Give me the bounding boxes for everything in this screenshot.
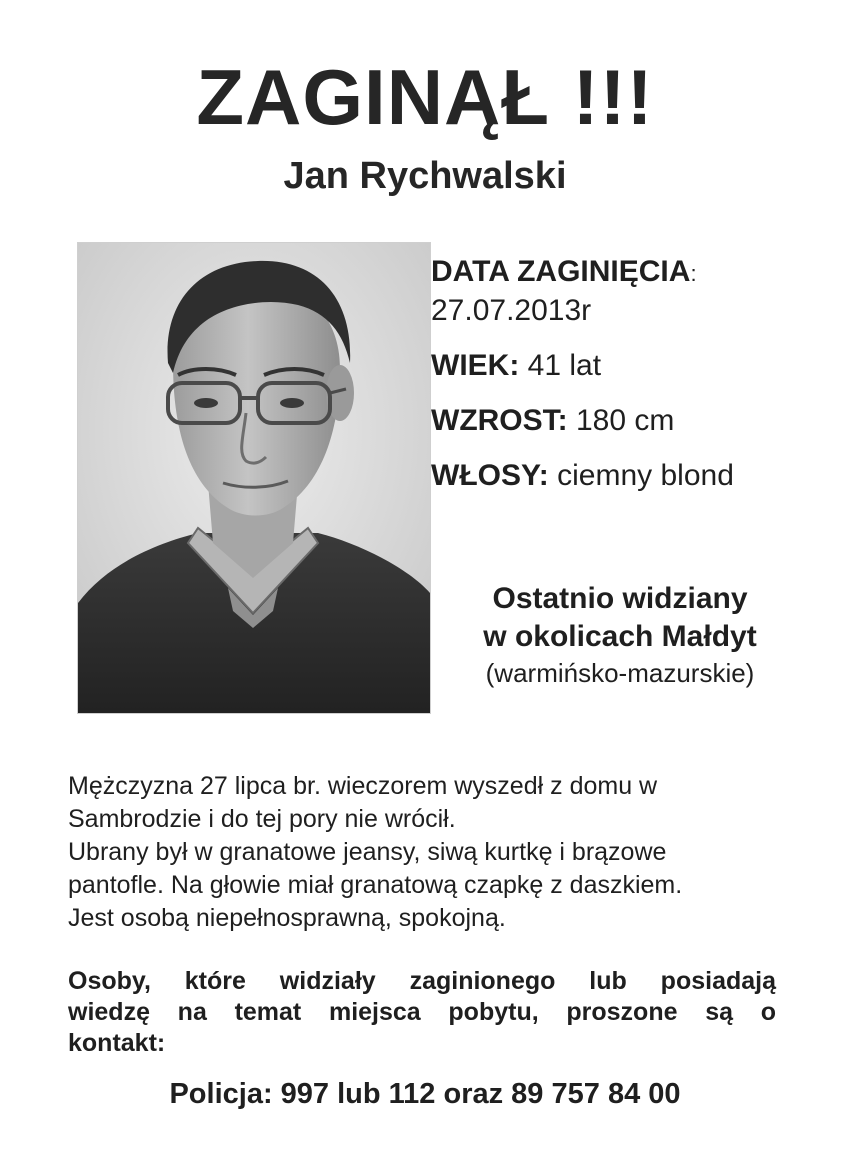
- last-seen-line-1: Ostatnio widziany: [492, 582, 748, 615]
- last-seen-line-2: w okolicach Małdyt: [483, 620, 757, 653]
- height-label: WZROST:: [431, 404, 568, 437]
- police-contact: Policja: 997 lub 112 oraz 89 757 84 00: [169, 1078, 681, 1110]
- hair-label: WŁOSY:: [431, 459, 549, 492]
- portrait-icon: [78, 243, 430, 713]
- height-row: [431, 402, 831, 439]
- date-value: 27.07.2013r: [431, 294, 592, 327]
- date-label: DATA ZAGINIĘCIA: [431, 255, 691, 288]
- age-value: 41 lat: [527, 349, 602, 382]
- hair-value: ciemny blond: [557, 459, 734, 492]
- date-label-colon: :: [690, 261, 697, 286]
- description-line: Ubrany był w granatowe jeansy, siwą kurtkę i brązowe: [68, 838, 667, 866]
- person-facts: [431, 253, 831, 494]
- portrait-photo: [77, 242, 431, 714]
- appeal-paragraph: [68, 966, 776, 1059]
- description-line: Mężczyzna 27 lipca br. wieczorem wyszedł z domu w: [68, 772, 658, 800]
- age-label: WIEK:: [431, 349, 520, 382]
- last-seen-info: [420, 580, 820, 690]
- poster-headline: ZAGINĄŁ !!!: [196, 53, 654, 141]
- description-line: Sambrodzie i do tej pory nie wrócił.: [68, 805, 456, 833]
- last-seen-region: (warmińsko-mazurskie): [485, 658, 755, 688]
- appeal-line: kontakt:: [68, 1029, 166, 1057]
- age-row: [431, 347, 831, 384]
- description-paragraph: [68, 770, 788, 935]
- appeal-line: wiedzę na temat miejsca pobytu, proszone są o: [68, 998, 776, 1026]
- appeal-line: Osoby, które widziały zaginionego lub posiadają: [68, 967, 776, 995]
- date-of-disappearance-row: [431, 253, 831, 292]
- hair-row: [431, 457, 831, 494]
- missing-person-name: Jan Rychwalski: [283, 155, 567, 197]
- height-value: 180 cm: [575, 404, 675, 437]
- description-line: pantofle. Na głowie miał granatową czapkę z daszkiem.: [68, 871, 683, 899]
- description-line: Jest osobą niepełnosprawną, spokojną.: [68, 904, 506, 932]
